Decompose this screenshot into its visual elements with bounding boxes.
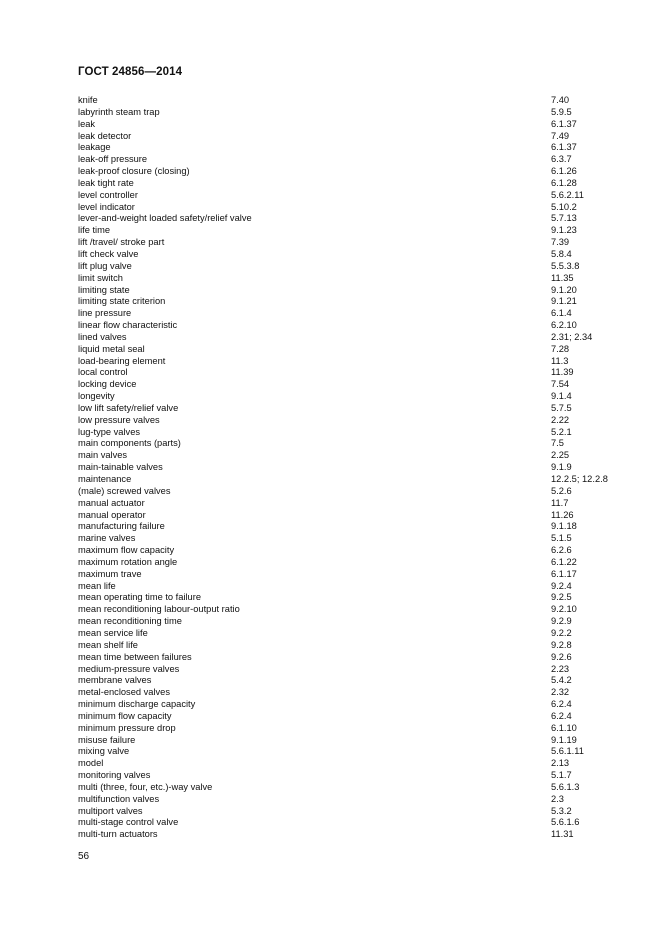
index-entry xyxy=(78,521,618,533)
index-entry xyxy=(78,474,618,486)
index-reference: 9.1.23 xyxy=(551,225,577,236)
index-term: low lift safety/relief valve xyxy=(78,402,179,413)
index-term: mixing valve xyxy=(78,746,130,757)
index-reference: 9.1.19 xyxy=(551,734,577,745)
index-reference: 9.2.9 xyxy=(551,616,572,627)
index-term: lug-type valves xyxy=(78,426,141,437)
index-reference: 5.7.13 xyxy=(551,213,577,224)
index-term: local control xyxy=(78,367,128,378)
index-term: model xyxy=(78,758,104,769)
index-entry xyxy=(78,699,618,711)
index-term: maximum flow capacity xyxy=(78,545,175,556)
index-reference: 5.6.1.11 xyxy=(551,746,584,757)
index-reference: 5.6.1.6 xyxy=(551,817,580,828)
index-entry xyxy=(78,604,618,616)
index-entry xyxy=(78,510,618,522)
index-entry xyxy=(78,391,618,403)
index-entry xyxy=(78,356,618,368)
index-entry xyxy=(78,237,618,249)
index-reference: 5.6.1.3 xyxy=(551,781,580,792)
index-entry xyxy=(78,486,618,498)
document-header: ГОСТ 24856—2014 xyxy=(78,66,183,78)
index-reference: 6.2.4 xyxy=(551,710,572,721)
index-term: line pressure xyxy=(78,308,132,319)
index-entry xyxy=(78,296,618,308)
index-entry xyxy=(78,213,618,225)
index-reference: 2.3 xyxy=(551,793,564,804)
index-entry xyxy=(78,723,618,735)
index-entry xyxy=(78,225,618,237)
index-entry xyxy=(78,758,618,770)
index-entry xyxy=(78,95,618,107)
index-entry xyxy=(78,794,618,806)
index-entry xyxy=(78,616,618,628)
index-term: level indicator xyxy=(78,201,135,212)
index-entry xyxy=(78,344,618,356)
index-term: leak xyxy=(78,118,96,129)
index-entry xyxy=(78,829,618,841)
index-reference: 9.1.4 xyxy=(551,391,572,402)
index-reference: 6.1.37 xyxy=(551,142,577,153)
index-reference: 2.23 xyxy=(551,663,570,674)
page-number: 56 xyxy=(78,851,90,862)
index-reference: 9.2.10 xyxy=(551,604,577,615)
index-reference: 9.1.20 xyxy=(551,284,577,295)
index-entry xyxy=(78,131,618,143)
index-term: knife xyxy=(78,95,98,105)
index-term: locking device xyxy=(78,379,137,390)
index-entry xyxy=(78,308,618,320)
index-entry xyxy=(78,652,618,664)
index-reference: 6.2.6 xyxy=(551,545,572,556)
index-reference: 7.39 xyxy=(551,237,570,248)
index-reference: 9.1.18 xyxy=(551,521,577,532)
index-reference: 7.28 xyxy=(551,343,570,354)
index-term: low pressure valves xyxy=(78,414,160,425)
index-reference: 11.26 xyxy=(551,509,574,520)
index-term: level controller xyxy=(78,189,138,200)
index-reference: 6.1.37 xyxy=(551,118,577,129)
index-entry xyxy=(78,427,618,439)
index-reference: 6.1.26 xyxy=(551,166,577,177)
index-term: manufacturing failure xyxy=(78,521,165,532)
index-entry xyxy=(78,119,618,131)
index-reference: 7.40 xyxy=(551,95,570,105)
index-term: leak-proof closure (closing) xyxy=(78,166,190,177)
index-term: limiting state criterion xyxy=(78,296,166,307)
index-entry xyxy=(78,770,618,782)
index-term: multi-stage control valve xyxy=(78,817,179,828)
index-term: labyrinth steam trap xyxy=(78,106,160,117)
index-entry xyxy=(78,450,618,462)
index-reference: 2.25 xyxy=(551,450,570,461)
index-entry xyxy=(78,687,618,699)
index-reference: 5.1.7 xyxy=(551,770,572,781)
index-reference: 9.2.8 xyxy=(551,639,572,650)
index-term: mean service life xyxy=(78,627,148,638)
index-term: liquid metal seal xyxy=(78,343,145,354)
index-reference: 5.1.5 xyxy=(551,533,572,544)
index-reference: 5.7.5 xyxy=(551,402,572,413)
index-term: (male) screwed valves xyxy=(78,485,171,496)
index-entry xyxy=(78,711,618,723)
index-term: misuse failure xyxy=(78,734,136,745)
index-reference: 5.6.2.11 xyxy=(551,189,584,200)
index-entry xyxy=(78,782,618,794)
index-reference: 5.5.3.8 xyxy=(551,260,580,271)
index-term: lined valves xyxy=(78,331,127,342)
index-term: limiting state xyxy=(78,284,130,295)
index-term: main valves xyxy=(78,450,128,461)
index-term: lift /travel/ stroke part xyxy=(78,237,165,248)
index-reference: 5.9.5 xyxy=(551,106,572,117)
index-entry xyxy=(78,142,618,154)
index-term: mean time between failures xyxy=(78,651,192,662)
index-reference: 9.2.4 xyxy=(551,580,572,591)
index-reference: 2.31; 2.34 xyxy=(551,331,593,342)
index-entry xyxy=(78,592,618,604)
index-reference: 6.1.28 xyxy=(551,177,577,188)
index-entry xyxy=(78,285,618,297)
index-reference: 11.3 xyxy=(551,355,569,366)
index-entry xyxy=(78,640,618,652)
index-reference: 9.2.6 xyxy=(551,651,572,662)
index-entry xyxy=(78,746,618,758)
index-entry xyxy=(78,166,618,178)
index-term: minimum discharge capacity xyxy=(78,699,196,710)
index-term: minimum flow capacity xyxy=(78,710,172,721)
index-reference: 6.2.4 xyxy=(551,699,572,710)
index-reference: 12.2.5; 12.2.8 xyxy=(551,474,608,484)
index-entry xyxy=(78,154,618,166)
index-term: lever-and-weight loaded safety/relief valve xyxy=(78,213,252,224)
index-term: maximum trave xyxy=(78,568,142,579)
index-reference: 6.1.17 xyxy=(551,568,577,579)
index-entry xyxy=(78,557,618,569)
index-term: linear flow characteristic xyxy=(78,320,178,331)
index-reference: 7.49 xyxy=(551,130,570,141)
index-reference: 2.13 xyxy=(551,758,570,769)
index-entry xyxy=(78,178,618,190)
index-term: leak-off pressure xyxy=(78,154,148,165)
index-entry xyxy=(78,415,618,427)
index-reference: 6.2.10 xyxy=(551,320,577,331)
index-entry xyxy=(78,735,618,747)
index-term: leak tight rate xyxy=(78,177,134,188)
index-term: mean reconditioning labour-output ratio xyxy=(78,604,240,615)
index-term: multi (three, four, etc.)-way valve xyxy=(78,781,213,792)
index-term: membrane valves xyxy=(78,675,152,686)
index-term: multiport valves xyxy=(78,805,143,816)
index-term: medium-pressure valves xyxy=(78,663,180,674)
index-entry xyxy=(78,107,618,119)
index-reference: 6.1.22 xyxy=(551,556,577,567)
index-reference: 5.4.2 xyxy=(551,675,572,686)
index-term: multi-turn actuators xyxy=(78,829,158,840)
index-reference: 2.32 xyxy=(551,687,570,698)
index-entry xyxy=(78,379,618,391)
index-reference: 5.8.4 xyxy=(551,248,572,259)
index-entry xyxy=(78,190,618,202)
index-reference: 6.1.10 xyxy=(551,722,577,733)
index-term: maintenance xyxy=(78,474,132,484)
index-reference: 11.31 xyxy=(551,829,574,840)
index-entry xyxy=(78,545,618,557)
index-term: marine valves xyxy=(78,533,136,544)
index-entry xyxy=(78,261,618,273)
index-entry xyxy=(78,675,618,687)
index-entry xyxy=(78,806,618,818)
index-term: manual actuator xyxy=(78,497,145,508)
index-term: load-bearing element xyxy=(78,355,166,366)
index-term: lift check valve xyxy=(78,248,139,259)
index-term: monitoring valves xyxy=(78,770,151,781)
index-reference: 6.1.4 xyxy=(551,308,572,319)
index-term: main components (parts) xyxy=(78,438,181,449)
index-term: longevity xyxy=(78,391,115,402)
index-entry xyxy=(78,249,618,261)
index-entry xyxy=(78,273,618,285)
index-entry xyxy=(78,533,618,545)
index-term: mean shelf life xyxy=(78,639,138,650)
index-entry xyxy=(78,403,618,415)
index-term: limit switch xyxy=(78,272,123,283)
index-term: life time xyxy=(78,225,111,236)
index-reference: 9.2.2 xyxy=(551,627,572,638)
index-term: maximum rotation angle xyxy=(78,556,178,567)
index-entry xyxy=(78,581,618,593)
index-entry xyxy=(78,628,618,640)
index-term: leakage xyxy=(78,142,111,153)
index-reference: 9.1.21 xyxy=(551,296,577,307)
index-term: lift plug valve xyxy=(78,260,132,271)
index-entry xyxy=(78,462,618,474)
index-entry xyxy=(78,438,618,450)
index-entry xyxy=(78,202,618,214)
index-term: multifunction valves xyxy=(78,793,160,804)
index-reference: 5.10.2 xyxy=(551,201,577,212)
index-entry xyxy=(78,367,618,379)
index-reference: 9.1.9 xyxy=(551,462,572,473)
index-reference: 11.35 xyxy=(551,272,574,283)
index-reference: 11.39 xyxy=(551,367,574,378)
index-reference: 6.3.7 xyxy=(551,154,572,165)
index-reference: 9.2.5 xyxy=(551,592,572,603)
index-term: mean operating time to failure xyxy=(78,592,201,603)
index-entry xyxy=(78,569,618,581)
index-term: leak detector xyxy=(78,130,132,141)
index-reference: 5.3.2 xyxy=(551,805,572,816)
index-term: main-tainable valves xyxy=(78,462,163,473)
index-reference: 5.2.1 xyxy=(551,426,572,437)
index-term: mean reconditioning time xyxy=(78,616,182,627)
term-index xyxy=(78,95,618,841)
index-reference: 5.2.6 xyxy=(551,485,572,496)
index-reference: 2.22 xyxy=(551,414,570,425)
index-entry xyxy=(78,664,618,676)
index-entry xyxy=(78,498,618,510)
index-entry xyxy=(78,817,618,829)
index-entry xyxy=(78,320,618,332)
index-entry xyxy=(78,332,618,344)
index-term: minimum pressure drop xyxy=(78,722,176,733)
index-term: mean life xyxy=(78,580,116,591)
index-reference: 7.54 xyxy=(551,379,570,390)
index-reference: 7.5 xyxy=(551,438,564,449)
index-term: metal-enclosed valves xyxy=(78,687,170,698)
index-term: manual operator xyxy=(78,509,146,520)
index-reference: 11.7 xyxy=(551,497,569,508)
